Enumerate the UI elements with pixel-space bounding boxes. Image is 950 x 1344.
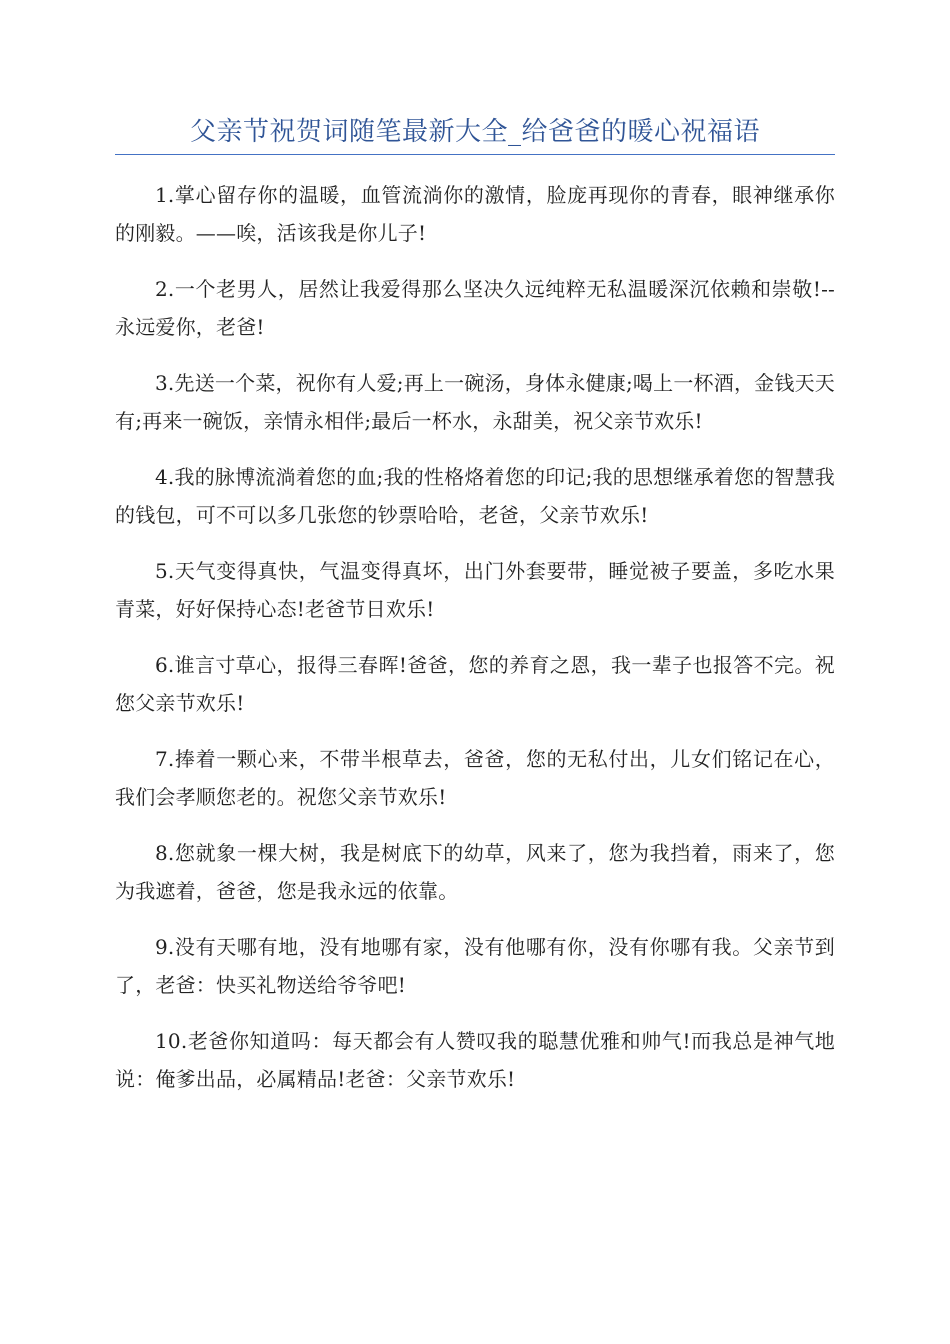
- paragraph-4: 4.我的脉博流淌着您的血;我的性格烙着您的印记;我的思想继承着您的智慧我的钱包，可不可以多几张您的钞票哈哈，老爸，父亲节欢乐!: [115, 465, 835, 527]
- paragraph-5: 5.天气变得真快，气温变得真坏，出门外套要带，睡觉被子要盖，多吃水果青菜，好好保持心态!老爸节日欢乐!: [115, 559, 835, 621]
- paragraph-8: 8.您就象一棵大树，我是树底下的幼草，风来了，您为我挡着，雨来了，您为我遮着，爸爸，您是我永远的依靠。: [115, 841, 835, 903]
- document-title: 父亲节祝贺词随笔最新大全_给爸爸的暖心祝福语: [189, 117, 760, 147]
- document-body: [115, 176, 835, 1116]
- paragraph-6: 6.谁言寸草心，报得三春晖!爸爸，您的养育之恩，我一辈子也报答不完。祝您父亲节欢乐!: [115, 653, 835, 715]
- paragraph-3: 3.先送一个菜，祝你有人爱;再上一碗汤，身体永健康;喝上一杯酒，金钱天天有;再来一碗饭，亲情永相伴;最后一杯水，永甜美，祝父亲节欢乐!: [115, 371, 835, 433]
- paragraph-7: 7.捧着一颗心来，不带半根草去，爸爸，您的无私付出，儿女们铭记在心，我们会孝顺您老的。祝您父亲节欢乐!: [115, 747, 835, 809]
- paragraph-2: 2.一个老男人，居然让我爱得那么坚决久远纯粹无私温暖深沉依赖和崇敬!--永远爱你，老爸!: [115, 277, 835, 339]
- title-underline: [115, 154, 835, 155]
- paragraph-10: 10.老爸你知道吗：每天都会有人赞叹我的聪慧优雅和帅气!而我总是神气地说：俺爹出品，必属精品!老爸：父亲节欢乐!: [115, 1029, 835, 1091]
- paragraph-9: 9.没有天哪有地，没有地哪有家，没有他哪有你，没有你哪有我。父亲节到了，老爸：快买礼物送给爷爷吧!: [115, 935, 835, 997]
- paragraph-1: 1.掌心留存你的温暖，血管流淌你的激情，脸庞再现你的青春，眼神继承你的刚毅。——唉，活该我是你儿子!: [115, 183, 835, 245]
